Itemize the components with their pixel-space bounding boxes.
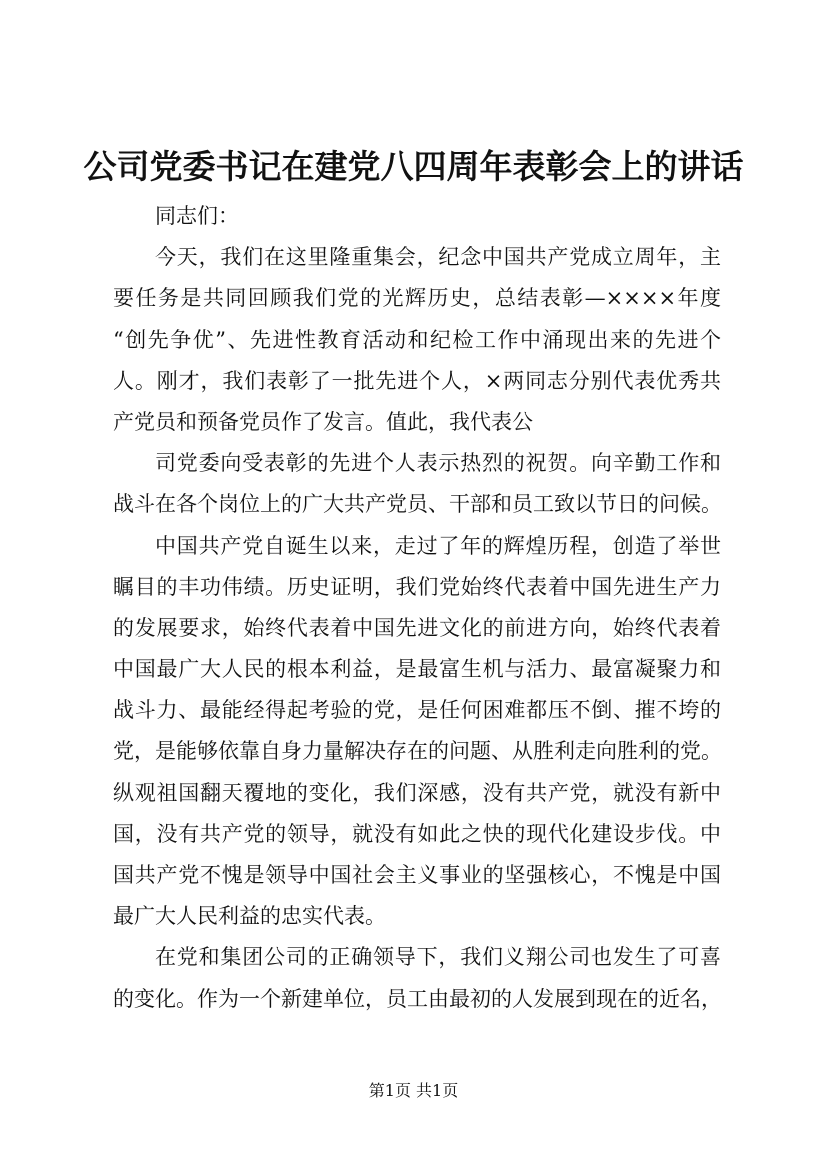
paragraph-line: 国，没有共产党的领导，就没有如此之快的现代化建设步伐。中	[113, 821, 721, 846]
paragraph-line: 国共产党不愧是领导中国社会主义事业的坚强核心，不愧是中国	[113, 863, 721, 887]
paragraph-line: 人。刚才，我们表彰了一批先进个人，×两同志分别代表优秀共	[113, 368, 721, 393]
paragraph-line: 党，是能够依靠自身力量解决存在的问题、从胜利走向胜利的党。	[113, 739, 722, 764]
document-title: 公司党委书记在建党八四周年表彰会上的讲话	[83, 147, 744, 186]
salutation-line: 同志们：	[155, 204, 239, 228]
paragraph-line: 产党员和预备党员作了发言。值此，我代表公	[113, 409, 533, 434]
paragraph-line: 中国最广大人民的根本利益，是最富生机与活力、最富凝聚力和	[113, 657, 721, 682]
paragraph-line: 要任务是共同回顾我们党的光辉历史，总结表彰—××××年度	[113, 286, 721, 311]
paragraph-line: 纵观祖国翻天覆地的变化，我们深感，没有共产党，就没有新中	[113, 780, 721, 805]
paragraph-line: 在党和集团公司的正确领导下，我们义翔公司也发生了可喜	[155, 945, 721, 970]
document-body	[113, 196, 721, 1020]
paragraph-line: 战斗力、最能经得起考验的党，是任何困难都压不倒、摧不垮的	[113, 698, 721, 723]
page-number-footer: 第1页 共1页	[368, 1081, 459, 1100]
paragraph-line: 最广大人民利益的忠实代表。	[113, 904, 386, 929]
paragraph-line: 司党委向受表彰的先进个人表示热烈的祝贺。向辛勤工作和	[155, 451, 721, 476]
paragraph-line: 瞩目的丰功伟绩。历史证明，我们党始终代表着中国先进生产力	[113, 574, 721, 599]
paragraph-line: 的发展要求，始终代表着中国先进文化的前进方向，始终代表着	[113, 615, 721, 640]
paragraph-line: 战斗在各个岗位上的广大共产党员、干部和员工致以节日的问候。	[113, 492, 722, 517]
paragraph-line: 的变化。作为一个新建单位，员工由最初的人发展到现在的近名，	[113, 986, 722, 1011]
paragraph-line: 今天，我们在这里隆重集会，纪念中国共产党成立周年，主	[155, 245, 721, 270]
paragraph-line: “创先争优”、先进性教育活动和纪检工作中涌现出来的先进个	[113, 327, 721, 352]
paragraph-line: 中国共产党自诞生以来，走过了年的辉煌历程，创造了举世	[155, 533, 721, 558]
